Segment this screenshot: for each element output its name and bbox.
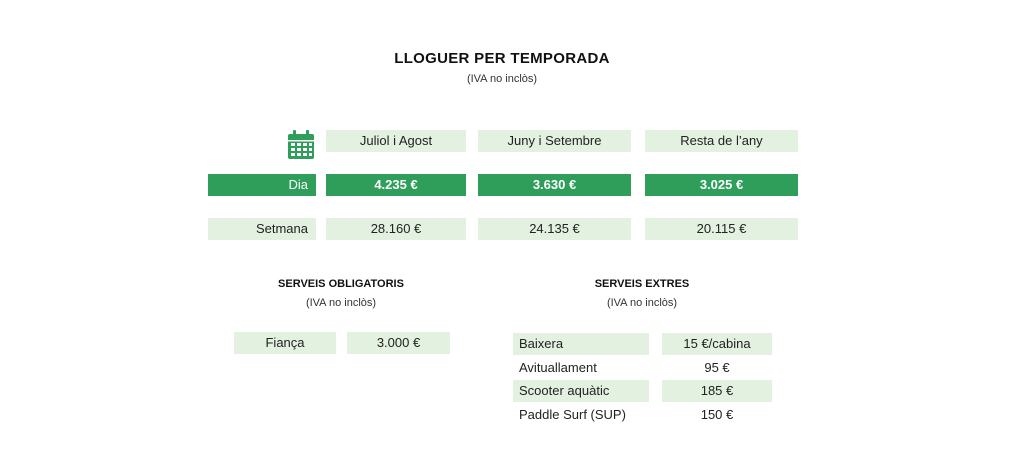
extra-item-value: 95 € bbox=[704, 360, 730, 375]
extra-services-subtitle: (IVA no inclòs) bbox=[606, 297, 678, 309]
season-header-july-august: Juliol i Agost bbox=[326, 130, 466, 152]
row-label-day: Dia bbox=[208, 174, 316, 196]
price-week-june-september: 24.135 € bbox=[478, 218, 631, 240]
season-header-june-september: Juny i Setembre bbox=[478, 130, 631, 152]
extra-services-title: SERVEIS EXTRES bbox=[594, 278, 690, 290]
price-day-july-august: 4.235 € bbox=[326, 174, 466, 196]
page-title: LLOGUER PER TEMPORADA bbox=[394, 50, 610, 67]
mandatory-services-subtitle: (IVA no inclòs) bbox=[305, 297, 377, 309]
extra-item-value: 15 €/cabina bbox=[662, 333, 772, 355]
calendar-icon bbox=[288, 130, 314, 159]
price-week-rest-of-year: 20.115 € bbox=[645, 218, 798, 240]
extra-item-label: Paddle Surf (SUP) bbox=[519, 407, 626, 422]
mandatory-item-value: 3.000 € bbox=[347, 332, 450, 354]
extra-item-label: Baixera bbox=[513, 333, 649, 355]
extra-item-label: Scooter aquàtic bbox=[513, 380, 649, 402]
mandatory-services-title: SERVEIS OBLIGATORIS bbox=[278, 278, 404, 290]
season-header-rest-of-year: Resta de l’any bbox=[645, 130, 798, 152]
extra-item-value: 185 € bbox=[662, 380, 772, 402]
price-day-june-september: 3.630 € bbox=[478, 174, 631, 196]
price-day-rest-of-year: 3.025 € bbox=[645, 174, 798, 196]
price-week-july-august: 28.160 € bbox=[326, 218, 466, 240]
row-label-week: Setmana bbox=[208, 218, 316, 240]
extra-item-value: 150 € bbox=[700, 407, 734, 422]
page-subtitle: (IVA no inclòs) bbox=[466, 73, 538, 85]
mandatory-item-label: Fiança bbox=[234, 332, 336, 354]
extra-item-label: Avituallament bbox=[519, 360, 597, 375]
